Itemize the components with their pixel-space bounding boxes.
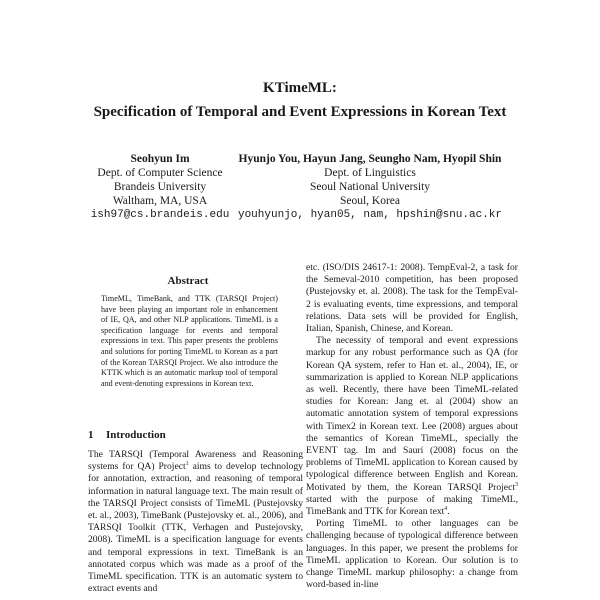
footnote-marker: 4 xyxy=(444,505,448,512)
author-location: Seoul, Korea xyxy=(339,195,401,207)
intro-paragraph xyxy=(88,449,303,595)
paragraph-text: started with the purpose of making TimeML, TimeBank and TTK for Korean text xyxy=(306,493,518,518)
section-heading-introduction xyxy=(88,429,303,441)
author-university: Seoul National University xyxy=(309,181,431,193)
paragraph-text: The TARSQI (Temporal Awareness and Reasoning systems for QA) Project xyxy=(88,449,303,473)
author-email: ish97@cs.brandeis.edu xyxy=(90,209,230,221)
footnote-marker: 1 xyxy=(185,461,189,468)
paper-title-line2: Specification of Temporal and Event Expressions in Korean Text xyxy=(93,104,507,120)
author-name: Seohyun Im xyxy=(130,153,190,165)
paragraph-necessity xyxy=(306,335,518,518)
author-location: Waltham, MA, USA xyxy=(112,195,208,207)
author-email: youhyunjo, hyan05, nam, hpshin@snu.ac.kr xyxy=(237,209,503,221)
author-university: Brandeis University xyxy=(113,181,207,193)
right-column-body xyxy=(306,262,518,591)
author-dept: Dept. of Computer Science xyxy=(97,167,223,179)
paragraph-text: . xyxy=(447,506,450,518)
footnote-marker: 3 xyxy=(515,481,518,488)
section-title: Introduction xyxy=(106,429,166,441)
section-number: 1 xyxy=(88,429,94,441)
paragraph-iso: etc. (ISO/DIS 24617-1: 2008). TempEval-2, a task for the Semeval-2010 competition, has been proposed (Pustejovsky et. al. 2008). The task for the TempEval-2 is evaluating events, time expressions, and temporal relations. Data sets will be provided for English, Italian, Spanish, Chinese, and Korean. xyxy=(306,262,518,335)
paragraph-porting: Porting TimeML to other languages can be challenging because of typological difference between languages. In this paper, we present the problems for TimeML application to Korean. Our solution is to change TimeML markup philosophy: a change from word-based in-line xyxy=(306,518,518,591)
paragraph-text: aims to develop technology for annotation, extraction, and reasoning of temporal information in natural language text. The main result of the TARSQI Project consists of TimeML (Pustejovsky et. al., 2003), TimeBank (Pustejovsky et. al., 2006), and TARSQI Toolkit (TTK, Verhagen and Pustejovsky, 2008). TimeML is a specification language for events and temporal expressions in text. TimeBank is an annotated corpus which was made as a proof of the TimeML specification. TTK is an automatic system to extract events and xyxy=(88,461,303,595)
author-dept: Dept. of Linguistics xyxy=(324,167,416,179)
author-name: Hyunjo You, Hayun Jang, Seungho Nam, Hyopil Shin xyxy=(238,153,502,165)
paragraph-text: The necessity of temporal and event expressions markup for any robust performance such as QA (for Korean QA system, refer to Han et. al., 2004), IE, or summarization is applied to Korean NLP applications as well. Recently, there have been TimeML-related studies for Korean: Jang et. al (2004) show an automatic annotation system of temporal expressions with Timex2 in Korean text. Lee (2008) argues about the semantics of Korean TimeML, specially the EVENT tag. Im and Saurí (2008) focus on the problems of TimeML application to Korean caused by typological difference between English and Korean. Motivated by them, the Korean TARSQI Project xyxy=(306,335,518,493)
left-column-body xyxy=(88,449,303,595)
abstract-text: TimeML, TimeBank, and TTK (TARSQI Project) have been playing an important role in enhancement of IE, QA, and other NLP applications. TimeML is a specification language for events and temporal expressions in text. This paper presents the problems and solutions for porting TimeML to Korean as a part of the Korean TARSQI Project. We also introduce the KTTK which is an automatic markup tool of temporal and event-denoting expressions in Korean text. xyxy=(101,294,278,388)
abstract-heading: Abstract xyxy=(167,275,209,287)
author-block-2 xyxy=(220,152,520,222)
paper-title-line1: KTimeML: xyxy=(263,80,337,96)
